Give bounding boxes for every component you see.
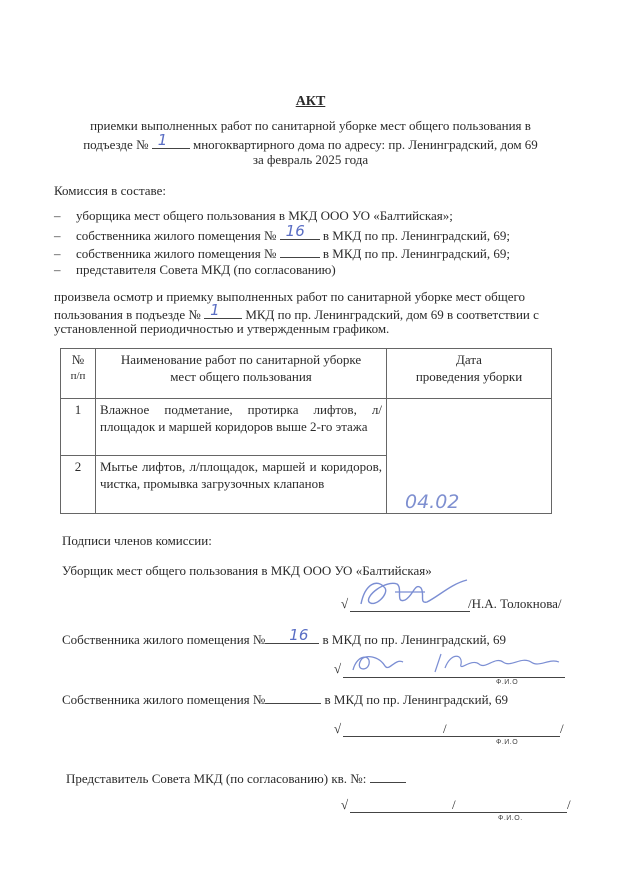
subtitle-entrance-blank [152, 131, 190, 149]
representative-fio-label: Ф.И.О. [498, 815, 523, 822]
owner-1-apartment-blank: 16 [280, 226, 320, 240]
table-header-row [61, 349, 552, 399]
commission-heading: Комиссия в составе: [54, 183, 166, 198]
subtitle-line-3: за февраль 2025 года [252, 152, 369, 167]
header-date: Дата проведения уборки [387, 349, 552, 399]
table-row: 2 Мытье лифтов, л/площадок, маршей и коридоров, чистка, промывка загрузочных клапанов [61, 456, 552, 514]
owner-2-fio-label: Ф.И.О [496, 739, 519, 746]
commission-item-owner-2: – собственника жилого помещения № в МКД по пр. Ленинградский, 69; [54, 246, 511, 261]
works-table [60, 348, 552, 514]
owner-2-apartment-blank [280, 244, 320, 258]
commission-item-representative: – представителя Совета МКД (по согласованию) [54, 262, 336, 277]
date-cell [387, 399, 552, 514]
representative-slash-2: / [567, 797, 571, 812]
header-number: № п/п [61, 349, 96, 399]
date-handwritten: 04.02 [405, 491, 460, 513]
owner-2-slash-2: / [560, 721, 564, 736]
representative-apartment-blank [370, 769, 406, 783]
representative-signature-line [350, 811, 567, 813]
owner-1-signature-apartment-blank: 16 [265, 630, 319, 644]
body-entrance-blank: 1 [204, 305, 242, 319]
owner-1-label: Собственника жилого помещения № 16 в МКД по пр. Ленинградский, 69 [62, 626, 507, 647]
cleaner-label: Уборщик мест общего пользования в МКД ООО УО «Балтийская» [62, 563, 432, 578]
body-text-line-2: пользования в подъезде № 1 МКД по пр. Ленинградский, дом 69 в соответствии с [54, 301, 539, 322]
header-work-name: Наименование работ по санитарной уборке мест общего пользования [96, 349, 387, 399]
owner-2-signature-apartment-blank [265, 690, 321, 704]
subtitle-entrance-handwritten: 1 [157, 131, 168, 149]
table-row: 1 Влажное подметание, протирка лифтов, л/площадок и маршей коридоров выше 2-го этажа 04.02 [61, 399, 552, 456]
owner-2-label: Собственника жилого помещения № в МКД по пр. Ленинградский, 69 [62, 692, 509, 707]
cleaner-signature-mark [355, 574, 475, 614]
owner-1-fio-label: Ф.И.О [496, 679, 519, 686]
cleaner-check: √ [341, 596, 349, 611]
subtitle-entrance-prefix: подъезде № [83, 137, 149, 152]
owner-2-signature-line [343, 735, 560, 737]
owner-2-check: √ [334, 721, 342, 736]
cleaner-name: /Н.А. Толокнова/ [468, 596, 562, 611]
signatures-heading: Подписи членов комиссии: [62, 533, 212, 548]
subtitle-line-2 [0, 131, 621, 153]
body-text-line-3: установленной периодичностью и утвержденным графиком. [54, 321, 390, 336]
representative-slash-1: / [452, 797, 456, 812]
owner-1-check: √ [334, 661, 342, 676]
commission-item-cleaner: – уборщика мест общего пользования в МКД ООО УО «Балтийская»; [54, 208, 453, 223]
representative-check: √ [341, 797, 349, 812]
owner-2-slash-1: / [443, 721, 447, 736]
commission-item-owner-1: – собственника жилого помещения № 16 в МКД по пр. Ленинградский, 69; [54, 222, 511, 243]
representative-label: Представитель Совета МКД (по согласованию) кв. №: [66, 769, 406, 787]
subtitle-line-1: приемки выполненных работ по санитарной уборке мест общего пользования в [90, 118, 531, 133]
document-title: АКТ [295, 94, 326, 109]
subtitle-entrance-suffix: многоквартирного дома по адресу: пр. Ленинградский, дом 69 [192, 137, 538, 152]
owner-1-signature-mark [345, 648, 575, 678]
body-text-line-1: произвела осмотр и приемку выполненных работ по санитарной уборке мест общего [54, 289, 526, 304]
